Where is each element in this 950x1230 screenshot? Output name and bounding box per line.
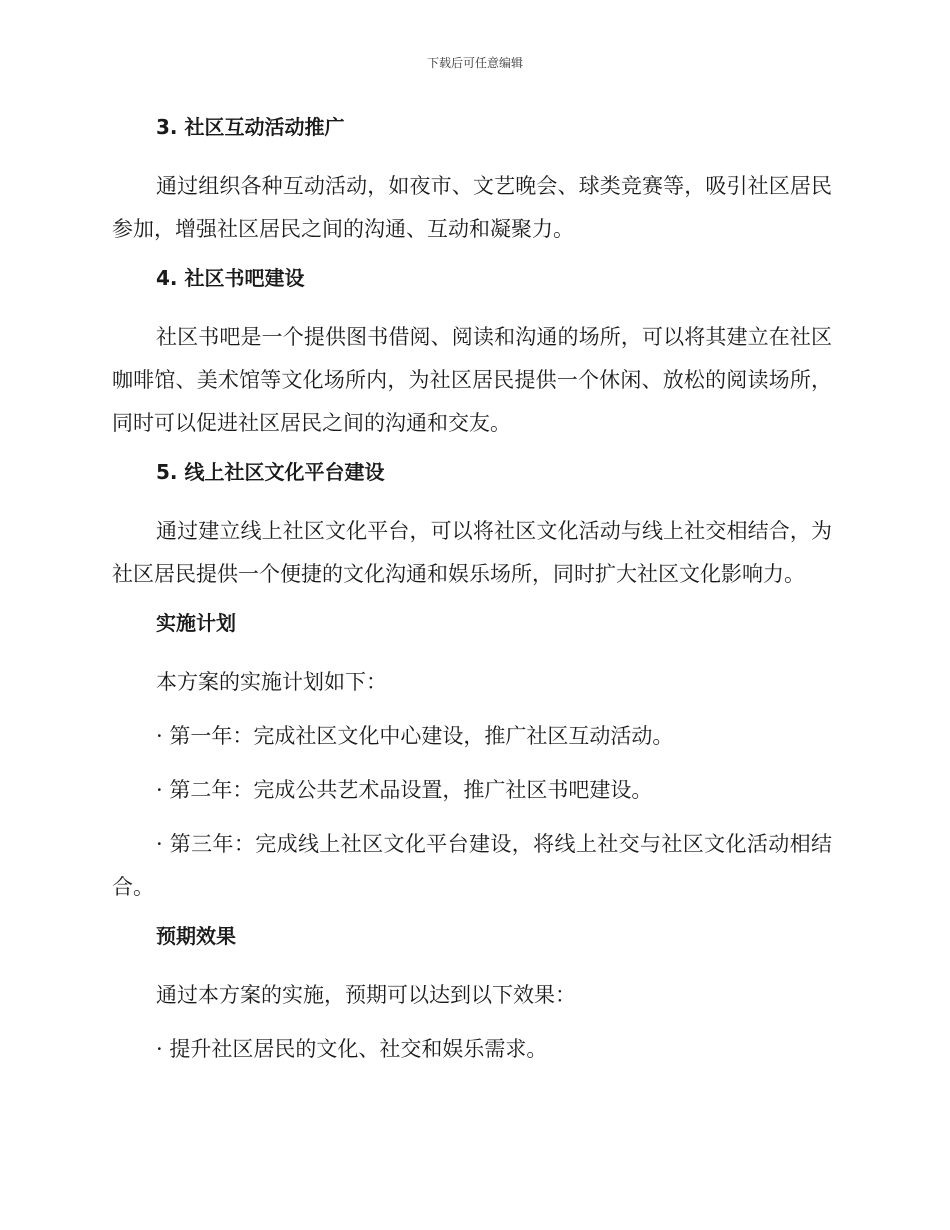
list-item: · 提升社区居民的文化、社交和娱乐需求。 — [156, 1037, 548, 1061]
list-item: · 第一年：完成社区文化中心建设，推广社区互动活动。 — [156, 724, 674, 748]
paragraph: 社区书吧是一个提供图书借阅、阅读和沟通的场所，可以将其建立在社区咖啡馆、美术馆等文化场所内，为社区居民提供一个休闲、放松的阅读场所，同时可以促进社区居民之间的沟通和交友。 — [112, 325, 832, 435]
document-body — [112, 111, 832, 1082]
section-expected-results — [112, 920, 832, 1071]
section-heading: 实施计划 — [156, 611, 236, 635]
section-community-activities — [112, 111, 832, 251]
page-header: 下载后可任意编辑 — [426, 56, 523, 70]
paragraph: 通过组织各种互动活动，如夜市、文艺晚会、球类竞赛等，吸引社区居民参加，增强社区居民之间的沟通、互动和凝聚力。 — [112, 174, 832, 241]
section-community-bookbar — [112, 262, 832, 445]
paragraph: 通过建立线上社区文化平台，可以将社区文化活动与线上社交相结合，为社区居民提供一个便捷的文化沟通和娱乐场所，同时扩大社区文化影响力。 — [112, 519, 832, 586]
list-item: · 第二年：完成公共艺术品设置，推广社区书吧建设。 — [156, 778, 653, 802]
list-item: · 第三年：完成线上社区文化平台建设，将线上社交与社区文化活动相结合。 — [112, 832, 832, 899]
section-heading: 3. 社区互动活动推广 — [156, 115, 345, 139]
paragraph: 通过本方案的实施，预期可以达到以下效果： — [156, 983, 576, 1007]
section-implementation-plan — [112, 607, 832, 909]
section-heading: 5. 线上社区文化平台建设 — [156, 460, 385, 484]
section-heading: 4. 社区书吧建设 — [156, 266, 305, 290]
section-online-platform — [112, 456, 832, 596]
paragraph: 本方案的实施计划如下： — [156, 670, 387, 694]
section-heading: 预期效果 — [156, 924, 236, 948]
